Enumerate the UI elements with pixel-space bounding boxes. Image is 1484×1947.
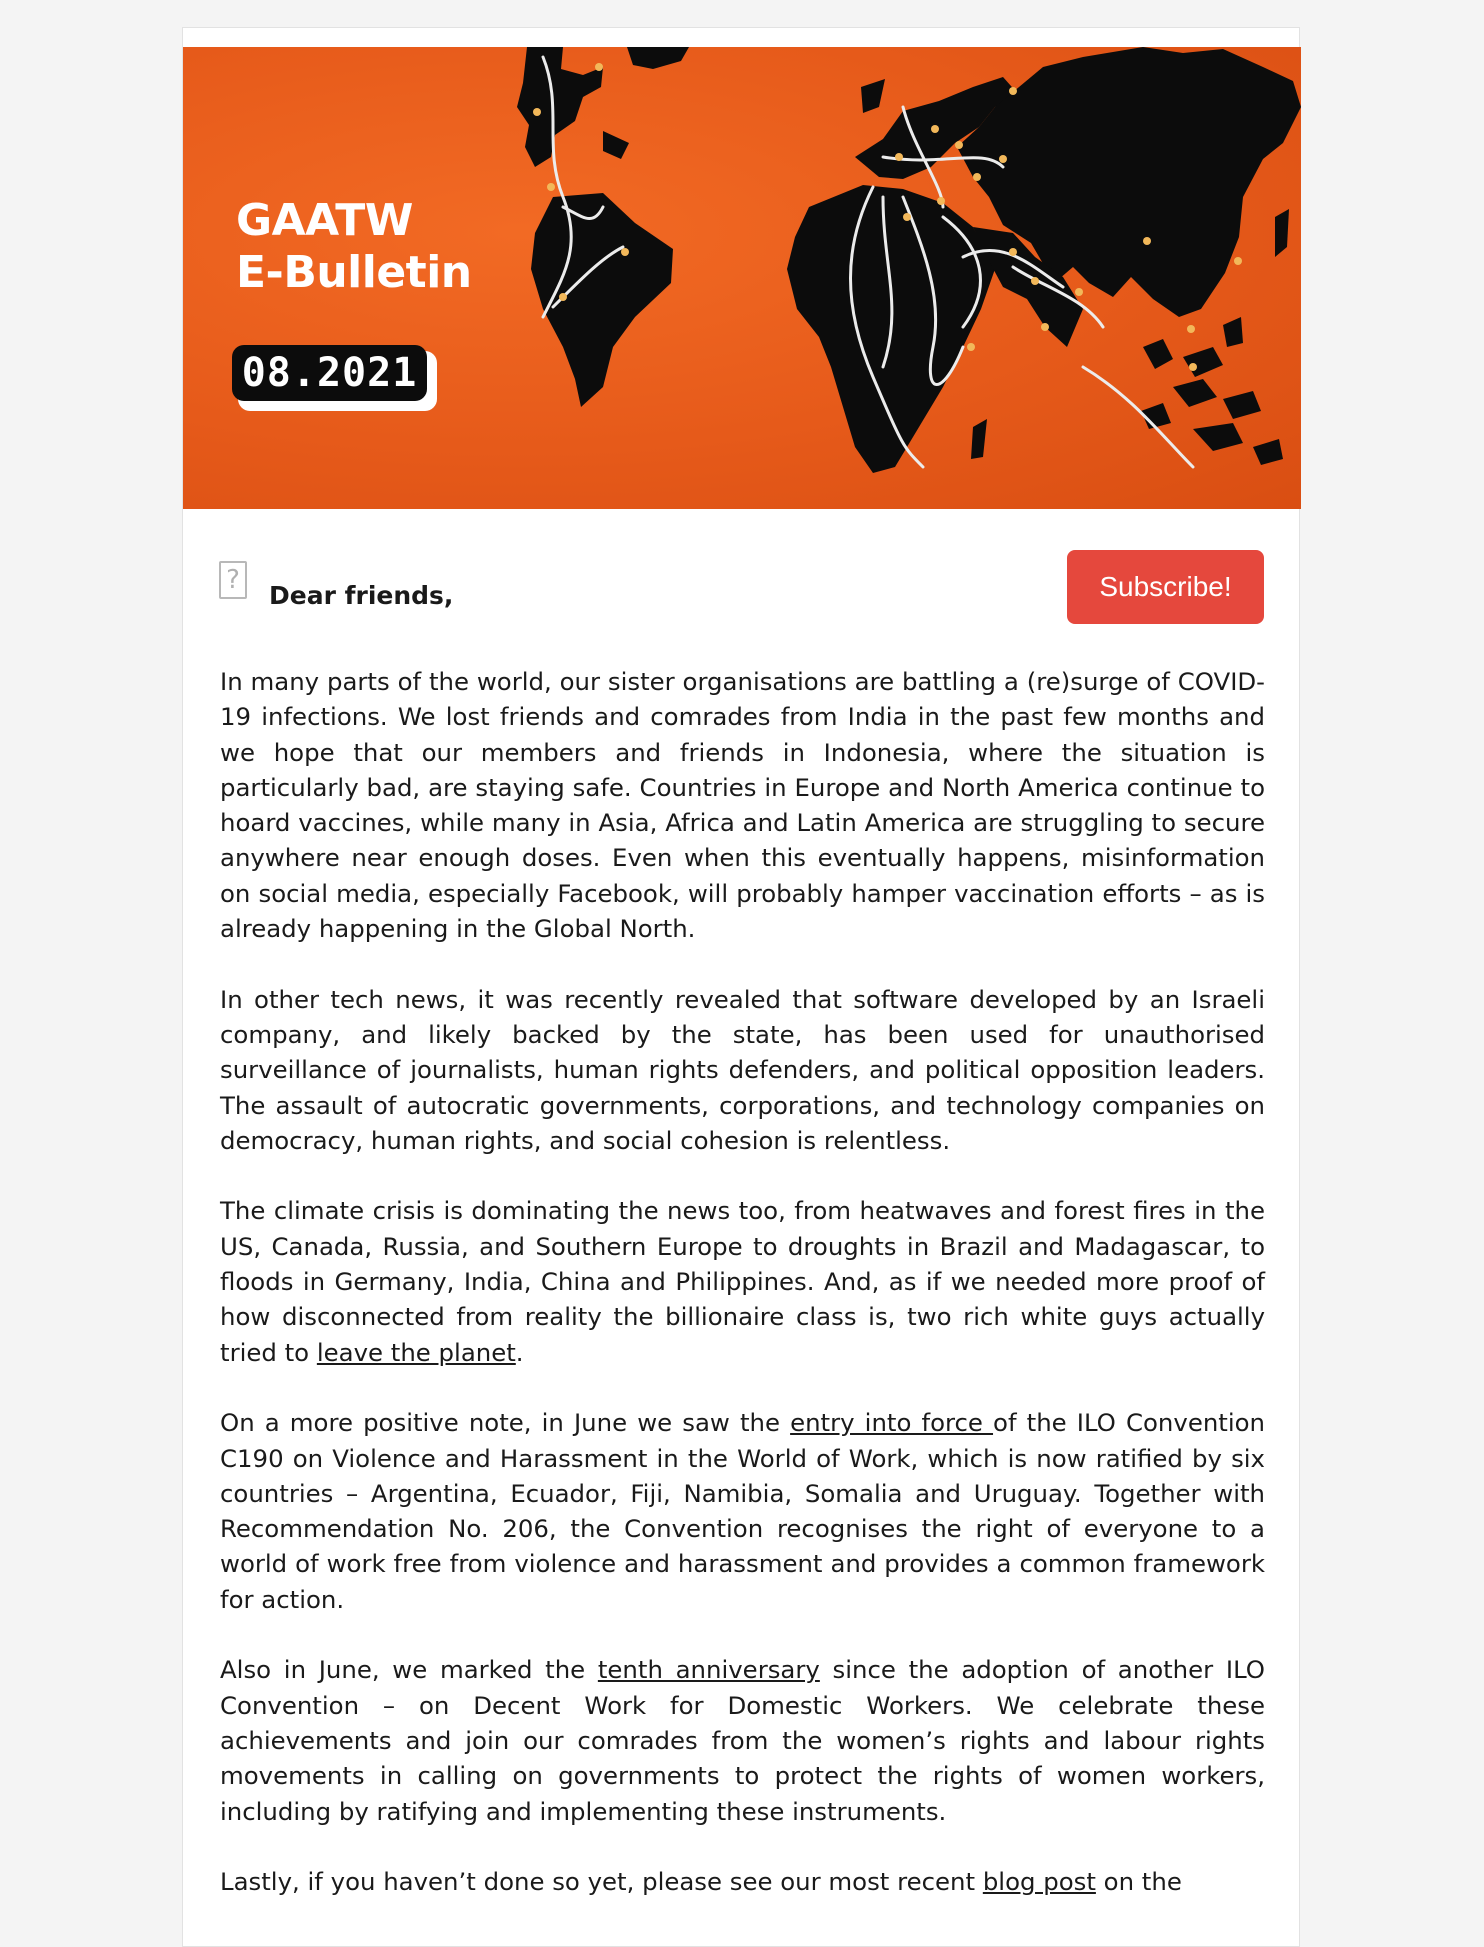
paragraph-blog <box>220 1864 1265 1899</box>
header-banner <box>183 47 1301 509</box>
tenth-anniversary-link[interactable]: tenth anniversary <box>597 1655 820 1685</box>
date-badge: 08.2021 <box>232 345 427 401</box>
banner-title-line2: E-Bulletin <box>236 247 472 298</box>
paragraph-climate <box>220 1193 1265 1369</box>
blog-post-link[interactable]: blog post <box>982 1867 1096 1897</box>
paragraph-text: of the ILO Convention C190 on Violence and Harassment in the World of Work, which is now ratified by six countries – Argentina, Ecuador, Fiji, Namibia, Somalia and Uruguay. Together with Recommendation No. 206, the Convention recognises the right of everyone to a world of work free from violence and harassment and provides a common framework for action. <box>220 1408 1266 1614</box>
paragraph-ilo-c190 <box>220 1405 1265 1617</box>
greeting-text: Dear friends, <box>269 581 454 610</box>
paragraph-text: On a more positive note, in June we saw the <box>220 1408 791 1438</box>
paragraph-text: Lastly, if you haven’t done so yet, please see our most recent <box>220 1867 983 1897</box>
subscribe-button[interactable]: Subscribe! <box>1067 550 1264 624</box>
paragraph-text: since the adoption of another ILO Convention – on Decent Work for Domestic Workers. We celebrate these achievements and join our comrades from the women’s rights and labour rights movements in calling on governments to protect the rights of women workers, including by ratifying and implementing these instruments. <box>220 1655 1265 1826</box>
paragraph-text: on the <box>1095 1867 1182 1897</box>
paragraph-domestic-workers <box>220 1652 1265 1828</box>
bulletin-body <box>220 664 1265 1935</box>
paragraph-covid: In many parts of the world, our sister organisations are battling a (re)surge of COVID-19 infections. We lost friends and comrades from India in the past few months and we hope that our members and friends in Indonesia, where the situation is particularly bad, are staying safe. Countries in Europe and North America continue to hoard vaccines, while many in Asia, Africa and Latin America are struggling to secure anywhere near enough doses. Even when this eventually happens, misinformation on social media, especially Facebook, will probably hamper vaccination efforts – as is already happening in the Global North. <box>220 667 1265 944</box>
broken-image-icon: ? <box>219 561 247 599</box>
leave-the-planet-link[interactable]: leave the planet <box>316 1337 516 1367</box>
entry-into-force-link[interactable]: entry into force <box>790 1408 994 1438</box>
paragraph-text: The climate crisis is dominating the news too, from heatwaves and forest fires in the US, Canada, Russia, and Southern Europe to droughts in Brazil and Madagascar, to floods in Germany, India, China and Philippines. And, as if we needed more proof of how disconnected from reality the billionaire class is, two rich white guys actually tried to <box>220 1196 1265 1367</box>
paragraph-text: Also in June, we marked the <box>220 1655 598 1685</box>
paragraph-tech-news: In other tech news, it was recently revealed that software developed by an Israeli company, and likely backed by the state, has been used for unauthorised surveillance of journalists, human rights defenders, and political opposition leaders. The assault of autocratic governments, corporations, and technology companies on democracy, human rights, and social cohesion is relentless. <box>220 984 1265 1155</box>
newsletter-card <box>182 27 1300 1947</box>
banner-title <box>236 195 472 299</box>
paragraph-text: . <box>515 1337 524 1367</box>
banner-title-line1: GAATW <box>236 195 413 246</box>
